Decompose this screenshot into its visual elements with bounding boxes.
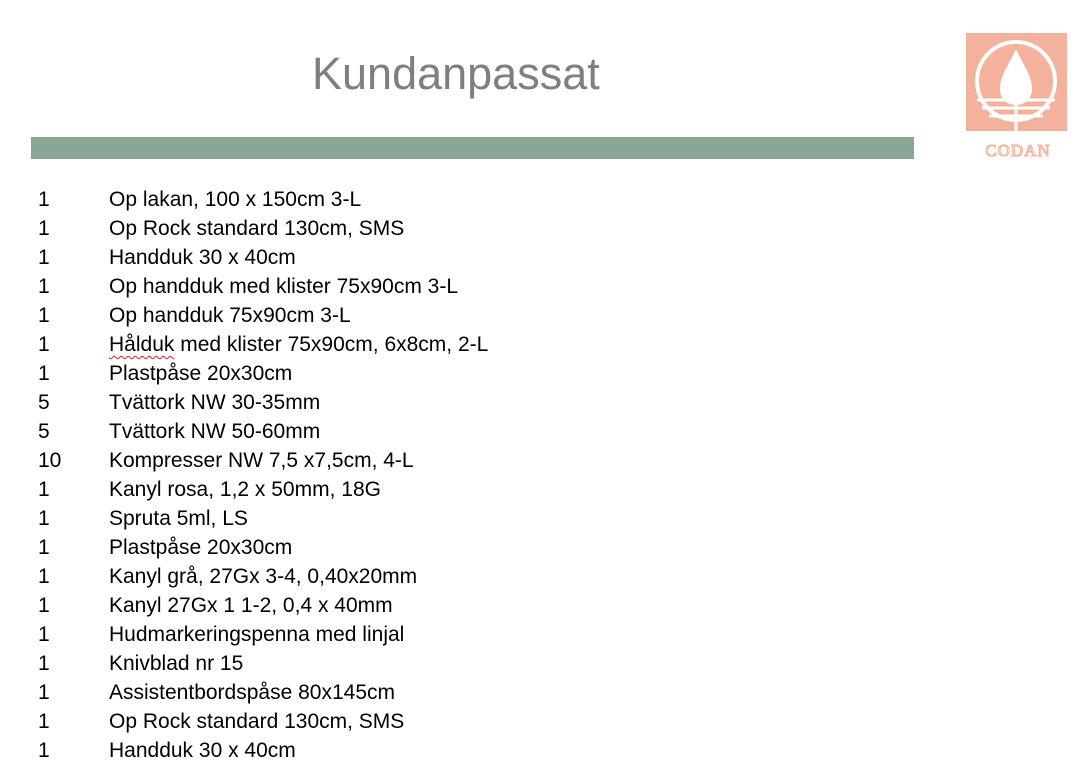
list-item	[38, 243, 488, 272]
item-quantity: 5	[38, 391, 50, 414]
item-description: Tvättork NW 50-60mm	[109, 420, 321, 443]
item-description-rest: med klister 75x90cm, 6x8cm, 2-L	[174, 333, 489, 356]
item-description: Assistentbordspåse 80x145cm	[109, 681, 395, 704]
list-item	[38, 504, 488, 533]
item-description: Hudmarkeringspenna med linjal	[109, 623, 405, 646]
list-item	[38, 185, 488, 214]
title-divider-bar	[31, 137, 914, 159]
list-item	[38, 388, 488, 417]
item-quantity: 5	[38, 420, 50, 443]
item-quantity: 1	[38, 362, 50, 385]
item-quantity: 1	[38, 594, 50, 617]
list-item	[38, 301, 488, 330]
list-item	[38, 620, 488, 649]
item-quantity: 1	[38, 478, 50, 501]
list-item	[38, 330, 488, 359]
item-quantity: 1	[38, 333, 50, 356]
list-item	[38, 475, 488, 504]
item-quantity: 1	[38, 623, 50, 646]
spellcheck-flagged-word[interactable]: Hålduk	[109, 333, 175, 356]
item-quantity: 1	[38, 217, 50, 240]
list-item	[38, 736, 488, 764]
list-item	[38, 359, 488, 388]
list-item	[38, 446, 488, 475]
list-item	[38, 214, 488, 243]
page-title: Kundanpassat	[312, 48, 600, 99]
item-description: Op Rock standard 130cm, SMS	[109, 217, 405, 240]
item-description: Op lakan, 100 x 150cm 3-L	[109, 188, 362, 211]
item-description: Kanyl rosa, 1,2 x 50mm, 18G	[109, 478, 381, 501]
item-quantity: 1	[38, 507, 50, 530]
list-item	[38, 562, 488, 591]
item-description: Kanyl grå, 27Gx 3-4, 0,40x20mm	[109, 565, 418, 588]
list-item	[38, 707, 488, 736]
item-quantity: 1	[38, 681, 50, 704]
item-description: Knivblad nr 15	[109, 652, 244, 675]
codan-logo	[966, 33, 1070, 159]
item-description: Plastpåse 20x30cm	[109, 536, 293, 559]
item-quantity: 1	[38, 652, 50, 675]
item-quantity: 1	[38, 536, 50, 559]
item-description: Op handduk 75x90cm 3-L	[109, 304, 351, 327]
item-quantity: 10	[38, 449, 62, 472]
list-item	[38, 649, 488, 678]
list-item	[38, 678, 488, 707]
item-quantity: 1	[38, 246, 50, 269]
item-description	[109, 330, 488, 359]
item-description: Handduk 30 x 40cm	[109, 246, 296, 269]
item-description: Tvättork NW 30-35mm	[109, 391, 321, 414]
item-description: Handduk 30 x 40cm	[109, 739, 296, 762]
item-quantity: 1	[38, 275, 50, 298]
item-description: Op Rock standard 130cm, SMS	[109, 710, 405, 733]
list-item	[38, 417, 488, 446]
item-description: Op handduk med klister 75x90cm 3-L	[109, 275, 459, 298]
divider-fill	[31, 137, 914, 159]
item-description: Kompresser NW 7,5 x7,5cm, 4-L	[109, 449, 414, 472]
item-quantity: 1	[38, 739, 50, 762]
list-item	[38, 533, 488, 562]
list-item	[38, 591, 488, 620]
codan-drop-logo-icon	[966, 33, 1070, 159]
item-quantity: 1	[38, 304, 50, 327]
item-description: Plastpåse 20x30cm	[109, 362, 293, 385]
item-quantity: 1	[38, 188, 50, 211]
item-list	[38, 185, 488, 764]
item-description: Spruta 5ml, LS	[109, 507, 248, 530]
logo-wordmark: CODAN	[985, 141, 1051, 159]
list-item	[38, 272, 488, 301]
item-description: Kanyl 27Gx 1 1-2, 0,4 x 40mm	[109, 594, 393, 617]
item-quantity: 1	[38, 565, 50, 588]
item-quantity: 1	[38, 710, 50, 733]
